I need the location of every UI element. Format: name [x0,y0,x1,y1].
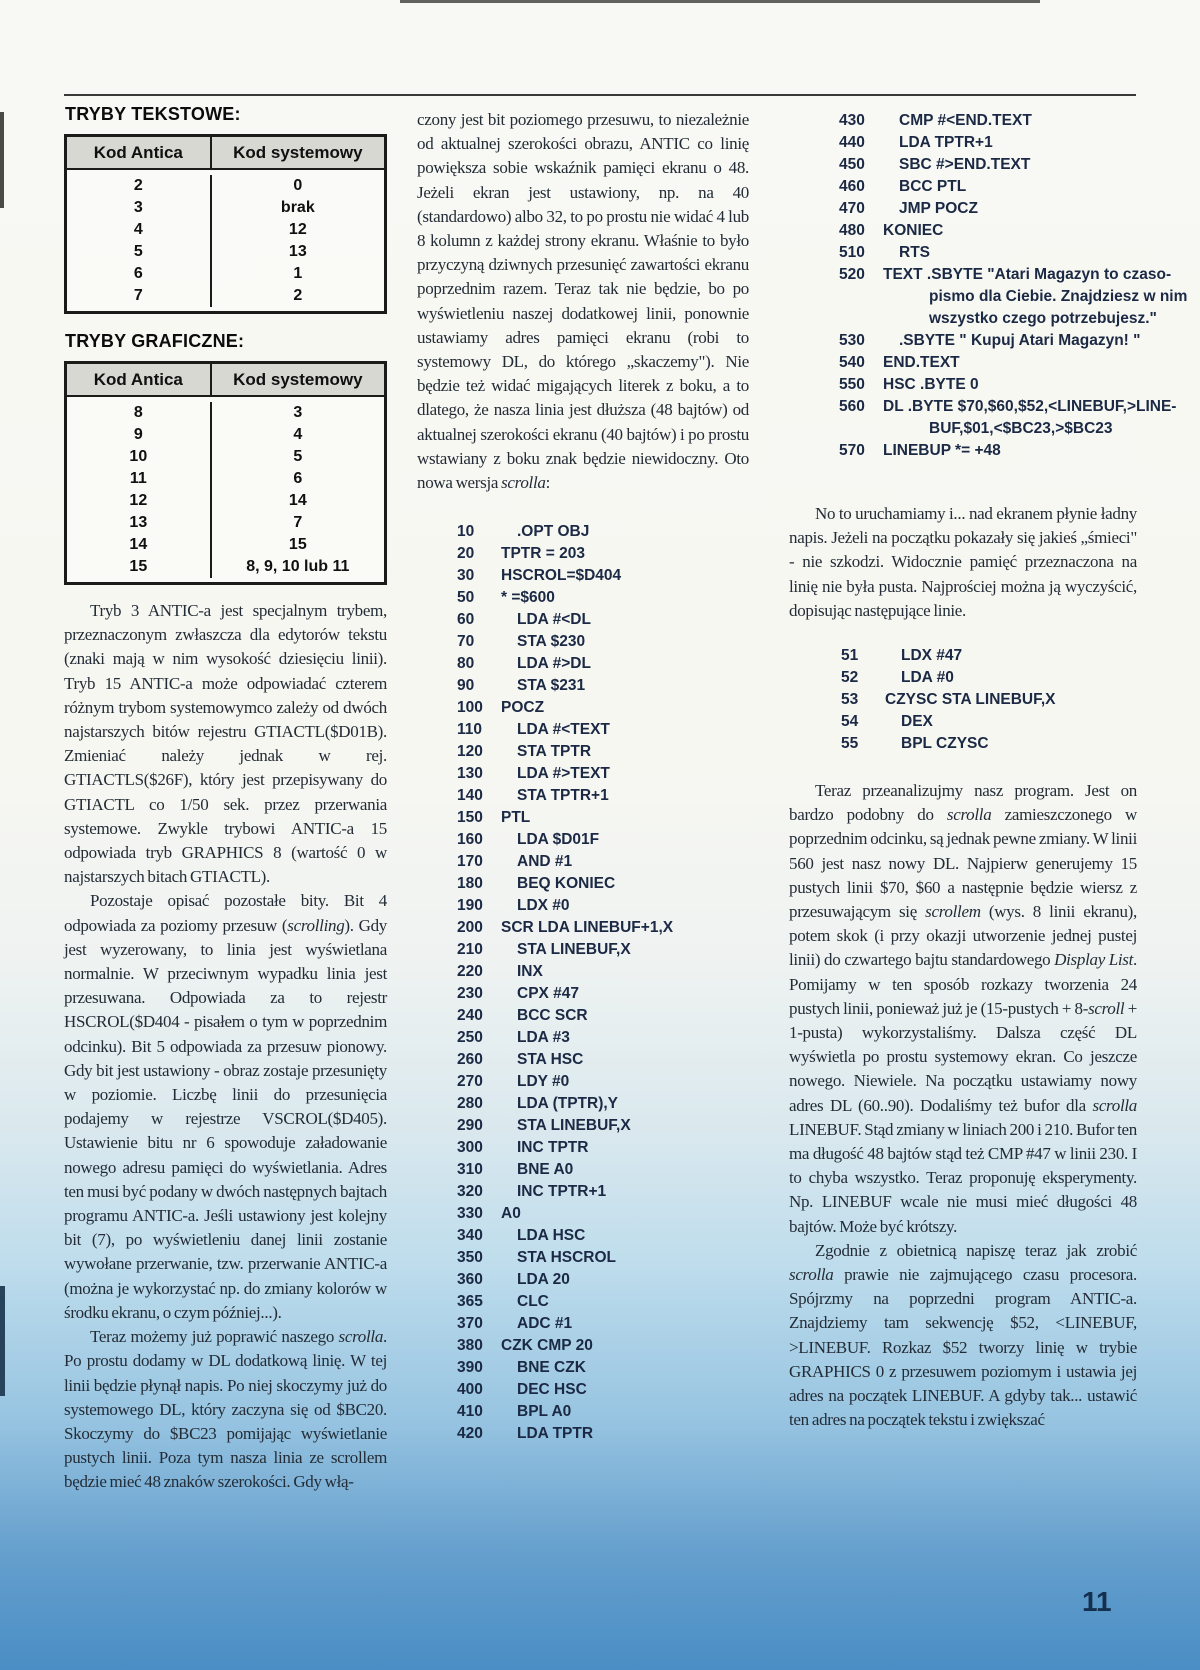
table-cell: 7 [293,514,303,531]
paragraph: czony jest bit poziomego przesuwu, to niezależnie od aktualnej szerokości obrazu, ANTIC co linię powiększa sobie wskaźnik pamięci ekranu o 48. Jeżeli ekran jest ustawiony, np. na 40 (standardowo) albo 32, to po prostu nie widać 4 lub 8 kolumn z każdej strony ekranu. Właśnie to było przyczyną dziwnych przesunięć zawartości ekranu poprzednim razem. Teraz tak nie będzie, bo po wyświetleniu naszej dodatkowej linii, ponownie ustawiamy adres pamięci ekranu (robi to systemowy DL, do którego „skaczemy"). Nie będzie też widać migających literek z boku, a to dlatego, że nasza linia jest dłuższa (48 bajtów) od aktualnej szerokości ekranu (40 bajtów) i po prostu wstawiany z boku znak będzie niewidoczny. Oto nowa wersja scrolla: [417,110,749,493]
code-line [457,565,749,587]
line-number: 55 [841,735,859,753]
line-number: 80 [457,655,475,673]
line-code: RTS [899,244,930,261]
line-code: LDA #>DL [517,655,591,673]
line-number: 100 [457,699,483,717]
table-cell: 6 [67,263,212,285]
line-number: 440 [839,134,865,151]
line-number: 390 [457,1359,483,1377]
table-row [67,446,384,468]
code-line [457,785,749,807]
middle-column-text [417,108,749,495]
code-line [457,917,749,939]
graphic-modes-block [64,331,387,585]
line-number: 110 [457,721,483,739]
line-code: LDX #47 [901,647,963,665]
table-cell: 12 [288,221,307,238]
left-column [64,104,387,1495]
code-line [839,418,1137,440]
code-line [457,961,749,983]
code-line [839,396,1177,418]
paragraph: No to uruchamiamy i... nad ekranem płynie ładny napis. Jeżeli na początku pokazały się jakieś „śmieci" - nie szkodzi. Widocznie pamięć przeznaczona na linię nie była pusta. Najprościej można ją wyczyścić, dopisując następujące linie. [789,504,1137,620]
code-line [457,763,749,785]
code-line [457,1247,749,1269]
table-cell: brak [280,199,315,216]
code-line [457,1159,749,1181]
paragraph: Zgodnie z obietnicą napiszę teraz jak zrobić scrolla prawie nie zajmującego czasu procesora. Spójrzmy na poprzedni program ANTIC-a. Znajdziemy tam sekwencję $52, <LINEBUF, >LINEBUF. Rozkaz $52 tworzy linię w trybie GRAPHICS 0 z przesuwem poziomym i ustawia jej adres na początek LINEBUF. A gdyby tak... ustawić ten adres na początek tekstu i zwiększać [789,1240,1137,1430]
line-number: 200 [457,919,483,937]
line-number [839,308,883,330]
line-number: 420 [457,1425,483,1443]
line-number: 310 [457,1161,483,1179]
code-listing-main [457,521,749,1445]
table-cell: 7 [67,285,212,307]
line-code: DL .BYTE $70,$60,$52,<LINEBUF,>LINE- [883,398,1177,415]
line-code: LDA 20 [517,1271,570,1289]
code-line [457,939,749,961]
line-code: STA LINEBUF,X [517,941,631,959]
line-number: 140 [457,787,483,805]
header-rule [64,94,1136,96]
table-cell: 5 [67,241,212,263]
table-body [67,397,384,582]
line-code: LDA TPTR+1 [899,134,993,151]
line-code: TPTR = 203 [501,545,585,563]
line-code: AND #1 [517,853,573,871]
line-number: 460 [839,178,865,195]
line-code: LINEBUP *= +48 [883,442,1001,459]
line-number: 250 [457,1029,483,1047]
middle-column [417,108,749,1445]
code-line [457,895,749,917]
line-number: 190 [457,897,483,915]
line-number: 210 [457,941,483,959]
table-cell: 5 [293,448,303,465]
line-number: 20 [457,545,475,563]
line-number: 480 [839,222,865,239]
code-line [839,198,1137,220]
table-row [67,424,384,446]
table-cell: 3 [293,404,303,421]
text-modes-block [64,104,387,314]
code-line [457,1335,749,1357]
line-number: 350 [457,1249,483,1267]
line-number: 30 [457,567,475,585]
table-cell: 8, 9, 10 lub 11 [246,558,350,575]
code-line [457,1049,749,1071]
line-number: 380 [457,1337,483,1355]
column-header: Kod systemowy [233,370,363,389]
code-line [839,132,1137,154]
graphic-modes-table [64,361,387,585]
code-line [457,1027,749,1049]
code-line [457,873,749,895]
code-line [457,521,749,543]
line-code: DEX [901,713,933,731]
line-code: LDA #3 [517,1029,570,1047]
table-cell: 9 [67,424,212,446]
code-line [457,741,749,763]
table-row [67,285,384,307]
line-code: LDA TPTR [517,1425,594,1443]
line-number: 270 [457,1073,483,1091]
line-code: LDA #<DL [517,611,591,629]
line-code: STA TPTR [517,743,592,761]
line-number: 320 [457,1183,483,1201]
code-line [839,242,1137,264]
table-cell: 4 [293,426,303,443]
code-line [457,631,749,653]
line-number: 180 [457,875,483,893]
line-code: INX [517,963,543,981]
line-code: LDA #>TEXT [517,765,610,783]
line-code: TEXT .SBYTE "Atari Magazyn to czaso- [883,266,1172,283]
line-number: 54 [841,713,859,731]
line-number: 430 [839,112,865,129]
line-number: 160 [457,831,483,849]
line-code: BCC SCR [517,1007,588,1025]
table-body [67,170,384,311]
line-number [839,418,883,440]
line-code: * =$600 [501,589,555,607]
table-cell: 8 [67,402,212,424]
line-code: STA HSC [517,1051,584,1069]
line-code: STA HSCROL [517,1249,617,1267]
code-line [839,374,1137,396]
line-code: LDA HSC [517,1227,586,1245]
code-line [457,587,749,609]
line-number: 170 [457,853,483,871]
line-code: CMP #<END.TEXT [899,112,1032,129]
code-line [457,653,749,675]
line-code: pismo dla Ciebie. Znajdziesz w nim [929,288,1188,305]
code-line [457,609,749,631]
code-line [457,719,749,741]
line-code: BNE CZK [517,1359,586,1377]
line-number: 220 [457,963,483,981]
code-line [457,697,749,719]
line-code: LDX #0 [517,897,570,915]
line-number: 340 [457,1227,483,1245]
table-row [67,402,384,424]
line-number: 450 [839,156,865,173]
text-modes-table [64,134,387,314]
code-line [839,308,1157,330]
line-code: CZK CMP 20 [501,1337,593,1355]
line-number: 365 [457,1293,483,1311]
line-number: 60 [457,611,475,629]
line-code: INC TPTR [517,1139,589,1157]
line-number [839,286,883,308]
line-code: BPL A0 [517,1403,572,1421]
line-number: 560 [839,398,865,415]
code-line [457,543,749,565]
code-line [457,1313,749,1335]
right-column [789,108,1188,1433]
line-code: LDA #<TEXT [517,721,610,739]
table-cell: 3 [67,197,212,219]
line-code: HSC .BYTE 0 [883,376,979,393]
line-number: 280 [457,1095,483,1113]
code-line [841,711,1137,733]
line-code: LDY #0 [517,1073,570,1091]
table-row [67,468,384,490]
line-code: HSCROL=$D404 [501,567,622,585]
code-line [457,1291,749,1313]
code-line [457,1357,749,1379]
line-code: DEC HSC [517,1381,587,1399]
table-cell: 14 [67,534,212,556]
line-code: STA TPTR+1 [517,787,609,805]
table-cell: 13 [288,243,307,260]
line-number: 290 [457,1117,483,1135]
code-listing-clear-buffer [841,645,1137,755]
table-cell: 2 [293,287,303,304]
line-number: 540 [839,354,865,371]
table-header-row [67,364,384,397]
line-code: BNE A0 [517,1161,574,1179]
code-line [457,1401,749,1423]
code-line [457,829,749,851]
line-code: CZYSC STA LINEBUF,X [885,691,1056,709]
code-line [841,733,1137,755]
code-line [839,110,1137,132]
table-cell: 0 [293,177,303,194]
line-number: 330 [457,1205,483,1223]
code-line [839,264,1172,286]
line-code: BCC PTL [899,178,967,195]
line-code: BEQ KONIEC [517,875,616,893]
page-number: 11 [1082,1586,1112,1617]
code-line [841,689,1137,711]
table-row [67,512,384,534]
code-line [457,675,749,697]
line-code: BUF,$01,<$BC23,>$BC23 [929,420,1113,437]
table-cell: 2 [67,175,212,197]
code-line [839,220,1137,242]
text-modes-heading: TRYBY TEKSTOWE: [65,104,241,124]
line-number: 10 [457,523,475,541]
line-code: STA LINEBUF,X [517,1117,631,1135]
line-number: 260 [457,1051,483,1069]
line-code: LDA (TPTR),Y [517,1095,619,1113]
table-cell: 15 [67,556,212,578]
table-row [67,534,384,556]
code-line [839,286,1188,308]
line-code: STA $231 [517,677,586,695]
line-code: STA $230 [517,633,586,651]
code-line [841,667,1137,689]
table-header-row [67,137,384,170]
code-line [457,1137,749,1159]
line-number: 230 [457,985,483,1003]
line-number: 530 [839,332,865,349]
line-number: 150 [457,809,483,827]
line-number: 550 [839,376,865,393]
table-cell: 11 [67,468,212,490]
line-code: .SBYTE " Kupuj Atari Magazyn! " [899,332,1141,349]
line-code: JMP POCZ [899,200,978,217]
line-number: 470 [839,200,865,217]
line-code: PTL [501,809,531,827]
line-number: 53 [841,691,859,709]
code-line [457,1005,749,1027]
line-number: 240 [457,1007,483,1025]
table-row [67,197,384,219]
code-line [457,1115,749,1137]
column-header: Kod Antica [67,137,212,168]
code-line [839,330,1141,352]
line-code: POCZ [501,699,545,717]
column-header: Kod Antica [67,364,212,395]
code-line [839,352,1137,374]
line-number: 520 [839,266,865,283]
line-code: .OPT OBJ [517,523,590,541]
line-number: 51 [841,647,859,665]
table-row [67,263,384,285]
line-code: KONIEC [883,222,944,239]
code-line [457,983,749,1005]
line-code: END.TEXT [883,354,960,371]
graphic-modes-heading: TRYBY GRAFICZNE: [65,331,245,351]
table-row [67,219,384,241]
right-column-text-top [789,502,1137,623]
line-number: 400 [457,1381,483,1399]
line-number: 360 [457,1271,483,1289]
paragraph: Pozostaje opisać pozostałe bity. Bit 4 odpowiada za poziomy przesuw (scrolling). Gdy jest wyzerowany, to linia jest wyświetlana normalnie. W przeciwnym wypadku linia jest przesuwana. Odpowiada za to rejestr HSCROL($D404 - pisałem o tym w poprzednim odcinku). Bit 5 odpowiada za przesuw pionowy. Gdy bit jest ustawiony - obraz zostaje przesunięty w poziomie. Liczbę linii do przesunięcia podajemy w rejestrze VSCROL($D405). Ustawienie bitu nr 6 spowoduje załadowanie nowego adresu pamięci do wyświetlania. Adres ten musi być podany w dwóch następnych bajtach programu ANTIC-a. Jeśli ustawiony jest kolejny bit (7), po wyświetleniu danej linii zostanie wywołane przerwanie, tzw. przerwanie ANTIC-a (można je wykorzystać np. do zmiany kolorów w środku ekranu, o czym później...). [64,891,387,1322]
line-number: 370 [457,1315,483,1333]
code-line [841,645,1137,667]
code-line [457,1181,749,1203]
table-cell: 4 [67,219,212,241]
scan-edge-artifact [0,1286,5,1396]
line-code: ADC #1 [517,1315,573,1333]
line-number: 70 [457,633,475,651]
line-number: 90 [457,677,475,695]
paragraph: Tryb 3 ANTIC-a jest specjalnym trybem, przeznaczonym zwłaszcza dla edytorów tekstu (znaki mają w nim wysokość dziesięciu linii). Tryb 15 ANTIC-a może odpowiadać czterem różnym trybom systemowymco zależy od dwóch najstarszych bitów rejestru GTIACTL($D01B). Zmieniać należy jednak w rej. GTIACTLS($26F), który jest przepisywany do GTIACTL co 1/50 sek. przez przerwania systemowe. Zwykle trybowi ANTIC-a 15 odpowiada tryb GRAPHICS 8 (wartość 0 w najstarszych bitach GTIACTL). [64,601,387,887]
right-column-text-bottom [789,779,1137,1432]
line-code: SBC #>END.TEXT [899,156,1031,173]
table-cell: 14 [288,492,307,509]
code-line [839,176,1137,198]
line-number: 570 [839,442,865,459]
column-header: Kod systemowy [233,143,363,162]
line-number: 510 [839,244,865,261]
code-line [457,851,749,873]
table-row [67,556,384,578]
line-number: 120 [457,743,483,761]
line-number: 130 [457,765,483,783]
code-line [457,1071,749,1093]
line-code: BPL CZYSC [901,735,989,753]
line-code: CPX #47 [517,985,580,1003]
line-code: SCR LDA LINEBUF+1,X [501,919,674,937]
table-row [67,175,384,197]
line-code: LDA #0 [901,669,954,687]
paragraph: Teraz przeanalizujmy nasz program. Jest on bardzo podobny do scrolla zamieszczonego w poprzednim odcinku, są jednak pewne zmiany. W linii 560 jest nasz nowy DL. Najpierw generujemy 15 pustych linii $70, $60 a następnie będzie wiersz z przesuwającym się scrollem (wys. 8 linii ekranu), potem skok (i przy okazji utworzenie jednej pustej linii) do czwartego bajtu standardowego Display List. Pomijamy w ten sposób rozkazy tworzenia 24 pustych linii, ponieważ już je (15-pustych + 8-scroll + 1-pusta) wykorzystaliśmy. Dalsza część DL wyświetla po prostu systemowy ekran. Co jeszcze nowego. Niewiele. Na początku ustawiamy nowy adres DL (60..90). Dodaliśmy też bufor dla scrolla LINEBUF. Stąd zmiany w liniach 200 i 210. Bufor ten ma długość 48 bajtów stąd też CMP #47 w linii 230. I to chyba wszystko. Teraz proponuję eksperymenty. Np. LINEBUF wcale nie musi mieć długości 48 bajtów. Może być krótszy. [789,781,1137,1236]
left-column-text [64,599,387,1495]
table-cell: 13 [67,512,212,534]
table-cell: 1 [293,265,303,282]
code-line [839,154,1137,176]
table-cell: 6 [293,470,303,487]
table-row [67,241,384,263]
code-line [457,1423,749,1445]
line-number: 410 [457,1403,483,1421]
code-line [457,807,749,829]
code-line [839,440,1137,462]
line-code: CLC [517,1293,549,1311]
code-line [457,1269,749,1291]
scan-edge-artifact [0,112,4,208]
code-listing-continuation [839,110,1188,462]
line-code: A0 [501,1205,521,1223]
table-cell: 15 [288,536,307,553]
code-line [457,1093,749,1115]
table-cell: 10 [67,446,212,468]
paragraph: Teraz możemy już poprawić naszego scrolla. Po prostu dodamy w DL dodatkową linię. W tej linii będzie płynął napis. Po niej skoczymy już do systemowego DL, który zaczyna się od $BC20. Skoczymy do $BC23 pomijając wyświetlanie pustych linii. Poza tym nasza linia ze scrollem będzie mieć 48 znaków szerokości. Gdy włą- [64,1327,387,1492]
table-row [67,490,384,512]
scan-edge-artifact [400,0,1040,3]
table-cell: 12 [67,490,212,512]
line-code: INC TPTR+1 [517,1183,607,1201]
code-line [457,1225,749,1247]
line-number: 300 [457,1139,483,1157]
line-code: wszystko czego potrzebujesz." [929,310,1157,327]
line-code: LDA $D01F [517,831,600,849]
code-line [457,1379,749,1401]
line-number: 50 [457,589,475,607]
code-line [457,1203,749,1225]
line-number: 52 [841,669,859,687]
